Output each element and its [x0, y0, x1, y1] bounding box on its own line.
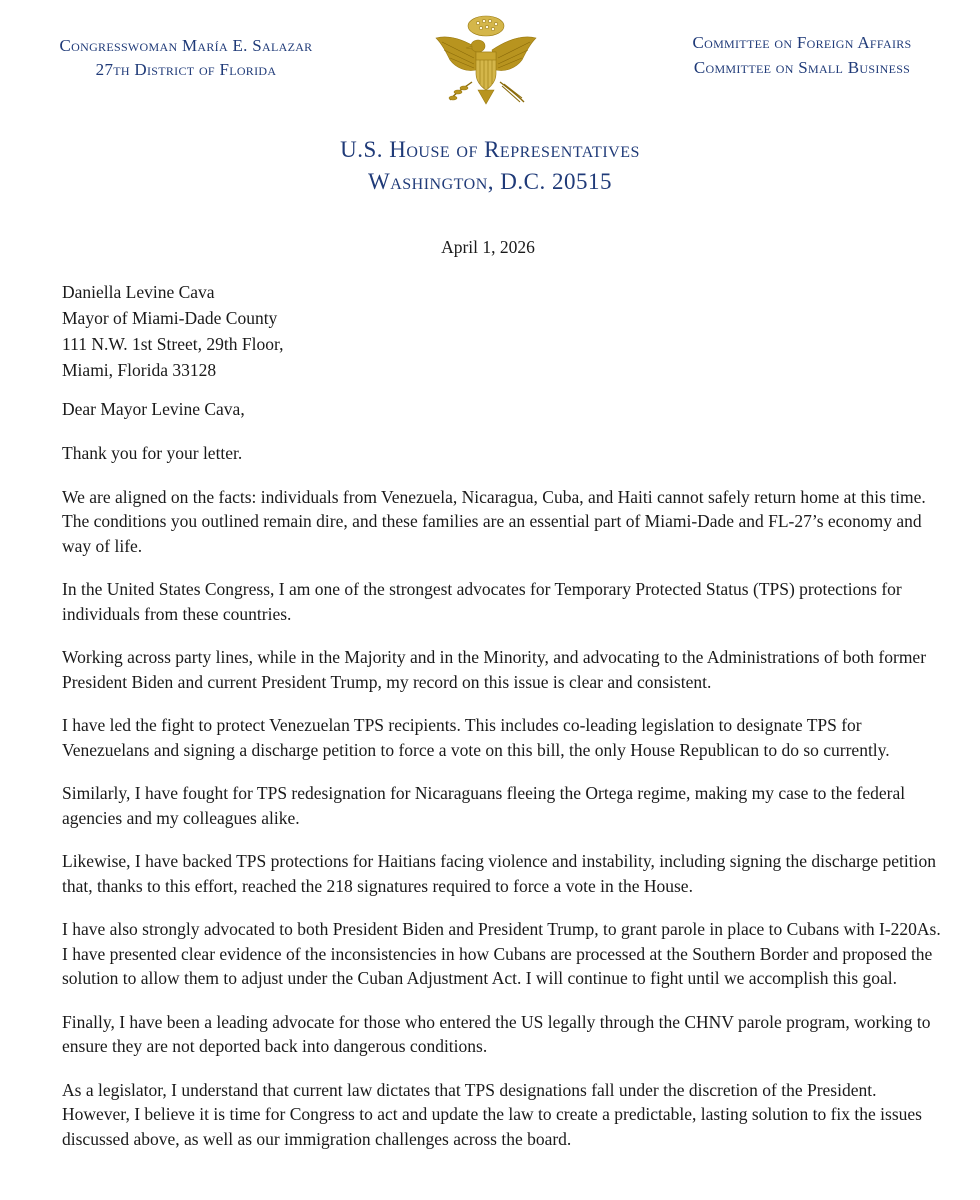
- paragraph: Similarly, I have fought for TPS redesignation for Nicaraguans fleeing the Ortega regime, making my case to the federal agencies and my colleagues alike.: [62, 783, 906, 828]
- letter-body: [62, 441, 942, 1170]
- committee-small-business: Committee on Small Business: [693, 58, 911, 77]
- recipient-street: 111 N.W. 1st Street, 29th Floor,: [62, 334, 284, 354]
- recipient-city: Miami, Florida 33128: [62, 360, 217, 380]
- paragraph: We are aligned on the facts: individuals from Venezuela, Nicaragua, Cuba, and Haiti cannot safely return home at this time. The conditions you outlined remain dire, and these families are an essential part of Miami-Dade and FL-27’s economy and way of life.: [62, 486, 926, 556]
- house-name: U.S. House of Representatives: [340, 137, 640, 162]
- paragraph: I have led the fight to protect Venezuelan TPS recipients. This includes co-leading legislation to designate TPS for Venezuelans and signing a discharge petition to force a vote on this bill, the only House Republican to do so currently.: [62, 715, 890, 760]
- paragraph: Likewise, I have backed TPS protections for Haitians facing violence and instability, including signing the discharge petition that, thanks to this effort, reached the 218 signatures required to force a vote in the House.: [62, 851, 936, 896]
- member-name: Congresswoman María E. Salazar: [59, 36, 313, 55]
- letter-date: April 1, 2026: [441, 237, 535, 257]
- paragraph: Finally, I have been a leading advocate for those who entered the US legally through the CHNV parole program, working to ensure they are not deported back into dangerous conditions.: [62, 1011, 931, 1056]
- paragraph: Working across party lines, while in the Majority and in the Minority, and advocating to the Administrations of both former President Biden and current President Trump, my record on this issue is clear and consistent.: [62, 647, 927, 692]
- letterhead-member-block: [36, 34, 336, 82]
- member-district: 27th District of Florida: [95, 60, 277, 79]
- house-address: Washington, D.C. 20515: [368, 169, 612, 194]
- paragraph: In the United States Congress, I am one of the strongest advocates for Temporary Protected Status (TPS) protections for individuals from these countries.: [62, 579, 902, 624]
- committee-foreign-affairs: Committee on Foreign Affairs: [692, 33, 912, 52]
- recipient-title: Mayor of Miami-Dade County: [62, 308, 278, 328]
- paragraph: I have also strongly advocated to both President Biden and President Trump, to grant parole in place to Cubans with I-220As. I have presented clear evidence of the inconsistencies in how Cubans are processed at the Southern Border and proposed the solution to allow them to adjust under the Cuban Adjustment Act. I will continue to fight until we accomplish this goal.: [62, 919, 941, 988]
- house-title-block: [0, 134, 980, 198]
- paragraph: As a legislator, I understand that current law dictates that TPS designations fall under the discretion of the President. However, I believe it is time for Congress to act and update the law to create a predictable, lasting solution to fix the issues discussed above, as well as our immigration challenges across the board.: [62, 1079, 922, 1149]
- recipient-name: Daniella Levine Cava: [62, 282, 215, 302]
- great-seal-eagle-icon: [428, 12, 544, 116]
- salutation: Dear Mayor Levine Cava,: [62, 399, 245, 419]
- letterhead-committees-block: [652, 30, 952, 80]
- recipient-address-block: [62, 279, 283, 383]
- paragraph: Thank you for your letter.: [62, 443, 243, 463]
